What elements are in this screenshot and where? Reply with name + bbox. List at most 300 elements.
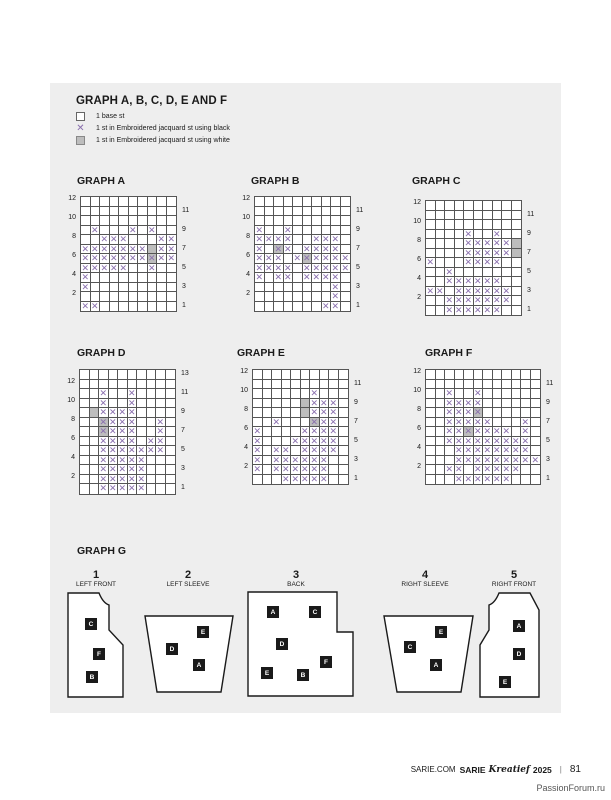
row-number: 6 — [72, 252, 76, 259]
cross-stitch-icon: ✕ — [167, 234, 176, 244]
row-number: 4 — [417, 275, 421, 282]
cross-stitch-icon: ✕ — [454, 407, 463, 417]
cross-stitch-icon: ✕ — [272, 416, 281, 427]
row-number: 4 — [246, 271, 250, 278]
row-number: 1 — [356, 301, 360, 309]
cross-stitch-icon: ✕ — [331, 291, 340, 301]
cross-stitch-icon: ✕ — [291, 464, 300, 474]
cross-stitch-icon: ✕ — [329, 435, 338, 446]
row-number: 9 — [182, 225, 186, 233]
cross-stitch-icon: ✕ — [310, 397, 319, 408]
row-number: 12 — [67, 377, 75, 385]
cross-stitch-icon: ✕ — [464, 247, 473, 258]
cross-stitch-icon: ✕ — [483, 435, 492, 446]
cross-stitch-icon: ✕ — [264, 262, 273, 273]
cross-stitch-icon: ✕ — [312, 253, 321, 263]
cross-stitch-icon: ✕ — [108, 483, 117, 493]
cross-stitch-icon: ✕ — [312, 262, 321, 273]
cross-stitch-icon: ✕ — [100, 262, 109, 273]
cross-stitch-icon: ✕ — [521, 435, 530, 446]
badge-b: B — [86, 671, 98, 683]
cross-stitch-icon: ✕ — [464, 416, 473, 427]
cross-stitch-icon: ✕ — [445, 407, 454, 417]
cross-stitch-icon: ✕ — [156, 416, 165, 427]
cross-stitch-icon: ✕ — [331, 253, 340, 263]
cross-stitch-icon: ✕ — [319, 454, 328, 465]
cross-stitch-icon: ✕ — [90, 253, 99, 263]
cross-stitch-icon: ✕ — [302, 272, 311, 282]
cross-stitch-icon: ✕ — [127, 454, 136, 465]
cross-stitch-icon: ✕ — [454, 416, 463, 427]
badge-f: F — [320, 656, 332, 668]
row-number: 12 — [413, 199, 421, 206]
cross-stitch-icon: ✕ — [302, 253, 311, 263]
cross-stitch-icon: ✕ — [128, 243, 137, 254]
cross-stitch-icon: ✕ — [492, 445, 501, 455]
row-number: 9 — [527, 229, 531, 237]
row-number: 9 — [356, 225, 360, 233]
cross-stitch-icon: ✕ — [502, 464, 511, 474]
cross-stitch-icon: ✕ — [137, 483, 146, 493]
cross-stitch-icon: ✕ — [137, 445, 146, 455]
footer-separator: | — [559, 765, 562, 774]
cross-stitch-icon: ✕ — [119, 253, 128, 263]
cross-stitch-icon: ✕ — [426, 285, 435, 296]
badge-c: C — [85, 618, 97, 630]
cross-stitch-icon: ✕ — [492, 426, 501, 436]
cross-stitch-icon: ✕ — [331, 234, 340, 244]
piece-number: 5 — [510, 569, 518, 581]
graph-f-title: GRAPH F — [425, 347, 473, 359]
cross-stitch-icon: ✕ — [329, 407, 338, 417]
cross-stitch-icon: ✕ — [283, 272, 292, 282]
piece-name: RIGHT FRONT — [491, 581, 537, 588]
cross-stitch-icon: ✕ — [473, 238, 482, 248]
graph-a-title: GRAPH A — [77, 175, 126, 187]
cross-stitch-icon: ✕ — [464, 435, 473, 446]
cross-stitch-icon: ✕ — [293, 253, 302, 263]
cross-stitch-icon: ✕ — [454, 464, 463, 474]
cross-stitch-icon: ✕ — [108, 426, 117, 436]
cross-stitch-icon: ✕ — [127, 426, 136, 436]
cross-stitch-icon: ✕ — [255, 224, 264, 235]
cross-stitch-icon: ✕ — [81, 281, 90, 292]
cross-stitch-icon: ✕ — [147, 224, 156, 235]
cross-stitch-icon: ✕ — [445, 276, 454, 286]
row-number: 7 — [354, 417, 358, 425]
footer — [411, 764, 581, 775]
piece-name: LEFT SLEEVE — [166, 581, 210, 588]
cross-stitch-icon: ✕ — [473, 416, 482, 427]
row-number: 12 — [242, 195, 250, 202]
legend-text: 1 base st — [96, 112, 125, 120]
cross-stitch-icon: ✕ — [119, 243, 128, 254]
row-number: 3 — [182, 282, 186, 290]
cross-stitch-icon: ✕ — [99, 388, 108, 398]
cross-stitch-icon: ✕ — [473, 473, 482, 484]
cross-stitch-icon: ✕ — [445, 304, 454, 315]
cross-stitch-icon: ✕ — [492, 285, 501, 296]
cross-stitch-icon: ✕ — [492, 228, 501, 239]
row-number: 2 — [417, 463, 421, 470]
cross-stitch-icon: ✕ — [331, 300, 340, 311]
cross-stitch-icon: ✕ — [302, 262, 311, 273]
cross-stitch-icon: ✕ — [99, 454, 108, 465]
row-number: 7 — [356, 244, 360, 252]
row-number: 3 — [546, 455, 550, 463]
row-number: 8 — [72, 233, 76, 240]
cross-stitch-icon: ✕ — [341, 262, 350, 273]
cross-stitch-icon: ✕ — [147, 262, 156, 273]
row-number: 7 — [527, 248, 531, 256]
cross-stitch-icon: ✕ — [291, 473, 300, 484]
cross-stitch-icon: ✕ — [253, 464, 262, 474]
row-number: 6 — [417, 425, 421, 432]
badge-a: A — [193, 659, 205, 671]
graph-e-title: GRAPH E — [237, 347, 285, 359]
cross-stitch-icon: ✕ — [464, 295, 473, 305]
cross-stitch-icon: ✕ — [319, 473, 328, 484]
cross-stitch-icon: ✕ — [310, 445, 319, 455]
cross-stitch-icon: ✕ — [445, 426, 454, 436]
badge-f: F — [93, 648, 105, 660]
cross-stitch-icon: ✕ — [108, 407, 117, 417]
cross-stitch-icon: ✕ — [274, 234, 283, 244]
cross-stitch-icon: ✕ — [291, 454, 300, 465]
cross-stitch-icon: ✕ — [454, 445, 463, 455]
cross-stitch-icon: ✕ — [264, 234, 273, 244]
cross-stitch-icon: ✕ — [119, 262, 128, 273]
cross-stitch-icon: ✕ — [329, 445, 338, 455]
cross-stitch-icon: ✕ — [90, 262, 99, 273]
cross-stitch-icon: ✕ — [464, 454, 473, 465]
cross-stitch-icon: ✕ — [302, 243, 311, 254]
row-number: 13 — [181, 370, 189, 377]
row-number: 11 — [354, 379, 362, 387]
cross-stitch-icon: ✕ — [531, 454, 540, 465]
cross-stitch-icon: ✕ — [473, 426, 482, 436]
cross-stitch-icon: ✕ — [127, 407, 136, 417]
row-number: 4 — [71, 453, 75, 461]
cross-stitch-icon: ✕ — [464, 228, 473, 239]
row-number: 8 — [244, 406, 248, 413]
cross-stitch-icon: ✕ — [157, 243, 166, 254]
cross-stitch-icon: ✕ — [255, 272, 264, 282]
cross-stitch-icon: ✕ — [300, 454, 309, 465]
cross-stitch-icon: ✕ — [319, 407, 328, 417]
cross-stitch-icon: ✕ — [272, 445, 281, 455]
cross-stitch-icon: ✕ — [483, 473, 492, 484]
cross-stitch-icon: ✕ — [473, 407, 482, 417]
cross-stitch-icon: ✕ — [108, 464, 117, 474]
cross-stitch-icon: ✕ — [255, 234, 264, 244]
row-number: 2 — [417, 294, 421, 301]
row-number: 5 — [181, 446, 185, 453]
row-number: 1 — [181, 484, 185, 491]
cross-stitch-icon: ✕ — [127, 445, 136, 455]
row-number: 7 — [182, 244, 186, 252]
cross-stitch-icon: ✕ — [464, 473, 473, 484]
row-number: 6 — [71, 434, 75, 442]
cross-stitch-icon: ✕ — [281, 445, 290, 455]
cross-stitch-icon: ✕ — [502, 454, 511, 465]
cross-stitch-icon: ✕ — [310, 416, 319, 427]
cross-stitch-icon: ✕ — [511, 445, 520, 455]
cross-stitch-icon: ✕ — [300, 473, 309, 484]
cross-stitch-icon: ✕ — [291, 435, 300, 446]
cross-stitch-icon: ✕ — [99, 435, 108, 446]
cross-stitch-icon: ✕ — [281, 464, 290, 474]
cross-stitch-icon: ✕ — [310, 454, 319, 465]
cross-stitch-icon: ✕ — [445, 464, 454, 474]
badge-d: D — [513, 648, 525, 660]
cross-stitch-icon: ✕ — [255, 243, 264, 254]
cross-stitch-icon: ✕ — [321, 272, 330, 282]
cross-stitch-icon: ✕ — [119, 234, 128, 244]
cross-stitch-icon: ✕ — [483, 416, 492, 427]
cross-stitch-icon: ✕ — [90, 243, 99, 254]
cross-stitch-icon: ✕ — [100, 234, 109, 244]
cross-stitch-icon: ✕ — [128, 224, 137, 235]
cross-stitch-icon: ✕ — [255, 253, 264, 263]
row-number: 3 — [527, 286, 531, 294]
row-number: 10 — [242, 214, 250, 221]
cross-stitch-icon: ✕ — [118, 435, 127, 446]
graph-g-title: GRAPH G — [77, 545, 127, 557]
cross-stitch-icon: ✕ — [108, 416, 117, 427]
cross-stitch-icon: ✕ — [502, 445, 511, 455]
cross-stitch-icon: ✕ — [454, 304, 463, 315]
cross-stitch-icon: ✕ — [127, 483, 136, 493]
cross-stitch-icon: ✕ — [108, 445, 117, 455]
cross-stitch-icon: ✕ — [146, 435, 155, 446]
cross-stitch-icon: ✕ — [483, 304, 492, 315]
cross-stitch-icon: ✕ — [502, 473, 511, 484]
cross-stitch-icon: ✕ — [272, 464, 281, 474]
cross-stitch-icon: ✕ — [464, 276, 473, 286]
cross-stitch-icon: ✕ — [281, 454, 290, 465]
cross-stitch-icon: ✕ — [511, 435, 520, 446]
cross-stitch-icon: ✕ — [253, 426, 262, 436]
cross-stitch-icon: ✕ — [310, 435, 319, 446]
cross-stitch-icon: ✕ — [321, 262, 330, 273]
cross-stitch-icon: ✕ — [156, 435, 165, 446]
row-number: 6 — [417, 256, 421, 263]
cross-stitch-icon: ✕ — [473, 247, 482, 258]
cross-stitch-icon: ✕ — [492, 454, 501, 465]
row-number: 11 — [527, 210, 535, 218]
cross-stitch-icon: ✕ — [118, 473, 127, 484]
cross-stitch-icon: ✕ — [341, 253, 350, 263]
cross-stitch-icon: ✕ — [90, 300, 99, 311]
cross-stitch-icon: ✕ — [492, 238, 501, 248]
cross-stitch-icon: ✕ — [473, 454, 482, 465]
row-number: 4 — [244, 444, 248, 451]
cross-stitch-icon: ✕ — [521, 454, 530, 465]
cross-stitch-icon: ✕ — [118, 454, 127, 465]
cross-stitch-icon: ✕ — [445, 397, 454, 408]
cross-stitch-icon: ✕ — [321, 234, 330, 244]
cross-stitch-icon: ✕ — [99, 426, 108, 436]
cross-stitch-icon: ✕ — [253, 454, 262, 465]
badge-a: A — [430, 659, 442, 671]
row-number: 1 — [182, 301, 186, 309]
badge-e: E — [197, 626, 209, 638]
piece-name: LEFT FRONT — [76, 581, 116, 588]
cross-stitch-icon: ✕ — [310, 388, 319, 398]
cross-stitch-icon: ✕ — [146, 445, 155, 455]
row-number: 5 — [182, 263, 186, 271]
cross-stitch-icon: ✕ — [310, 473, 319, 484]
cross-stitch-icon: ✕ — [167, 253, 176, 263]
cross-stitch-icon: ✕ — [331, 262, 340, 273]
row-number: 12 — [413, 368, 421, 375]
cross-stitch-icon: ✕ — [118, 407, 127, 417]
cross-stitch-icon: ✕ — [157, 253, 166, 263]
cross-stitch-icon: ✕ — [511, 454, 520, 465]
cross-stitch-icon: ✕ — [319, 416, 328, 427]
cross-stitch-icon: ✕ — [167, 243, 176, 254]
cross-stitch-icon: ✕ — [492, 304, 501, 315]
row-number: 4 — [72, 271, 76, 278]
page-title: GRAPH A, B, C, D, E AND F — [76, 95, 228, 107]
cross-stitch-icon: ✕ — [331, 272, 340, 282]
cross-stitch-icon: ✕ — [454, 397, 463, 408]
cross-stitch-icon: ✕ — [473, 464, 482, 474]
cross-stitch-icon: ✕ — [492, 257, 501, 267]
cross-stitch-icon: ✕ — [109, 234, 118, 244]
piece-number: 4 — [421, 569, 429, 581]
cross-stitch-icon: ✕ — [127, 435, 136, 446]
graph-d-title: GRAPH D — [77, 347, 126, 359]
row-number: 5 — [546, 436, 550, 444]
cross-stitch-icon: ✕ — [473, 285, 482, 296]
row-number: 10 — [413, 218, 421, 225]
cross-stitch-icon: ✕ — [156, 445, 165, 455]
cross-stitch-icon: ✕ — [473, 435, 482, 446]
cross-stitch-icon: ✕ — [127, 464, 136, 474]
cross-stitch-icon: ✕ — [118, 483, 127, 493]
cross-stitch-icon: ✕ — [483, 426, 492, 436]
row-number: 2 — [71, 472, 75, 480]
cross-stitch-icon: ✕ — [454, 426, 463, 436]
cross-stitch-icon: ✕ — [319, 426, 328, 436]
cross-stitch-icon: ✕ — [118, 426, 127, 436]
cross-stitch-icon: ✕ — [283, 234, 292, 244]
cross-stitch-icon: ✕ — [99, 445, 108, 455]
cross-stitch-icon: ✕ — [329, 397, 338, 408]
row-number: 10 — [67, 396, 75, 404]
row-number: 9 — [181, 408, 185, 415]
badge-e: E — [499, 676, 511, 688]
row-number: 3 — [354, 455, 358, 463]
badge-c: C — [309, 606, 321, 618]
row-number: 9 — [546, 398, 550, 406]
cross-stitch-icon: ✕ — [321, 253, 330, 263]
cross-stitch-icon: ✕ — [464, 304, 473, 315]
cross-stitch-icon: ✕ — [272, 454, 281, 465]
cross-stitch-icon: ✕ — [426, 257, 435, 267]
cross-stitch-icon: ✕ — [156, 426, 165, 436]
row-number: 2 — [246, 290, 250, 297]
footer-brand: SARIE — [459, 764, 486, 775]
row-number: 5 — [354, 436, 358, 444]
row-number: 11 — [546, 379, 554, 387]
row-number: 4 — [417, 444, 421, 451]
row-number: 2 — [72, 290, 76, 297]
left-sleeve-outline — [145, 616, 233, 692]
cross-stitch-icon: ✕ — [445, 416, 454, 427]
cross-stitch-icon: ✕ — [464, 445, 473, 455]
cross-stitch-icon: ✕ — [99, 464, 108, 474]
cross-stitch-icon: ✕ — [521, 416, 530, 427]
row-number: 8 — [417, 406, 421, 413]
row-number: 1 — [354, 474, 358, 482]
row-number: 10 — [240, 387, 248, 394]
cross-stitch-icon: ✕ — [464, 238, 473, 248]
cross-stitch-icon: ✕ — [255, 262, 264, 273]
cross-stitch-icon: ✕ — [99, 397, 108, 408]
cross-stitch-icon: ✕ — [300, 426, 309, 436]
cross-stitch-icon: ✕ — [319, 464, 328, 474]
row-number: 8 — [71, 415, 75, 423]
cross-stitch-icon: ✕ — [464, 257, 473, 267]
cross-stitch-icon: ✕ — [511, 464, 520, 474]
row-number: 5 — [356, 263, 360, 271]
cross-stitch-icon: ✕ — [321, 243, 330, 254]
cross-stitch-icon: ✕ — [502, 435, 511, 446]
cross-stitch-icon: ✕ — [329, 416, 338, 427]
row-number: 5 — [527, 267, 531, 275]
cross-stitch-icon: ✕ — [483, 285, 492, 296]
row-number: 11 — [182, 206, 190, 214]
cross-stitch-icon: ✕ — [127, 416, 136, 427]
footer-brand-script: Kreatief — [488, 764, 530, 775]
cross-stitch-icon: ✕ — [521, 426, 530, 436]
cross-stitch-icon: ✕ — [473, 304, 482, 315]
cross-stitch-icon: ✕ — [483, 247, 492, 258]
legend-text: 1 st in Embroidered jacquard st using black — [96, 124, 230, 132]
cross-stitch-icon: ✕ — [118, 416, 127, 427]
cross-stitch-icon: ✕ — [483, 276, 492, 286]
cross-stitch-icon: ✕ — [109, 253, 118, 263]
cross-stitch-icon: ✕ — [99, 473, 108, 484]
cross-stitch-icon: ✕ — [99, 483, 108, 493]
cross-stitch-icon: ✕ — [331, 281, 340, 292]
cross-stitch-icon: ✕ — [445, 388, 454, 398]
cross-stitch-icon: ✕ — [502, 247, 511, 258]
cross-stitch-icon: ✕ — [310, 464, 319, 474]
cross-stitch-icon: ✕ — [454, 473, 463, 484]
badge-e: E — [261, 667, 273, 679]
cross-stitch-icon: ✕ — [445, 266, 454, 277]
row-number: 6 — [244, 425, 248, 432]
cross-stitch-icon: ✕ — [492, 464, 501, 474]
row-number: 3 — [356, 282, 360, 290]
cross-stitch-icon: ✕ — [473, 445, 482, 455]
cross-stitch-icon: ✕ — [300, 445, 309, 455]
cross-stitch-icon: ✕ — [483, 295, 492, 305]
row-number: 1 — [546, 474, 550, 482]
cross-stitch-icon: ✕ — [473, 257, 482, 267]
cross-stitch-icon: ✕ — [128, 253, 137, 263]
cross-stitch-icon: ✕ — [274, 243, 283, 254]
badge-a: A — [267, 606, 279, 618]
cross-stitch-icon: ✕ — [445, 295, 454, 305]
cross-stitch-icon: ✕ — [454, 285, 463, 296]
cross-stitch-icon: ✕ — [138, 243, 147, 254]
row-number: 11 — [356, 206, 364, 214]
